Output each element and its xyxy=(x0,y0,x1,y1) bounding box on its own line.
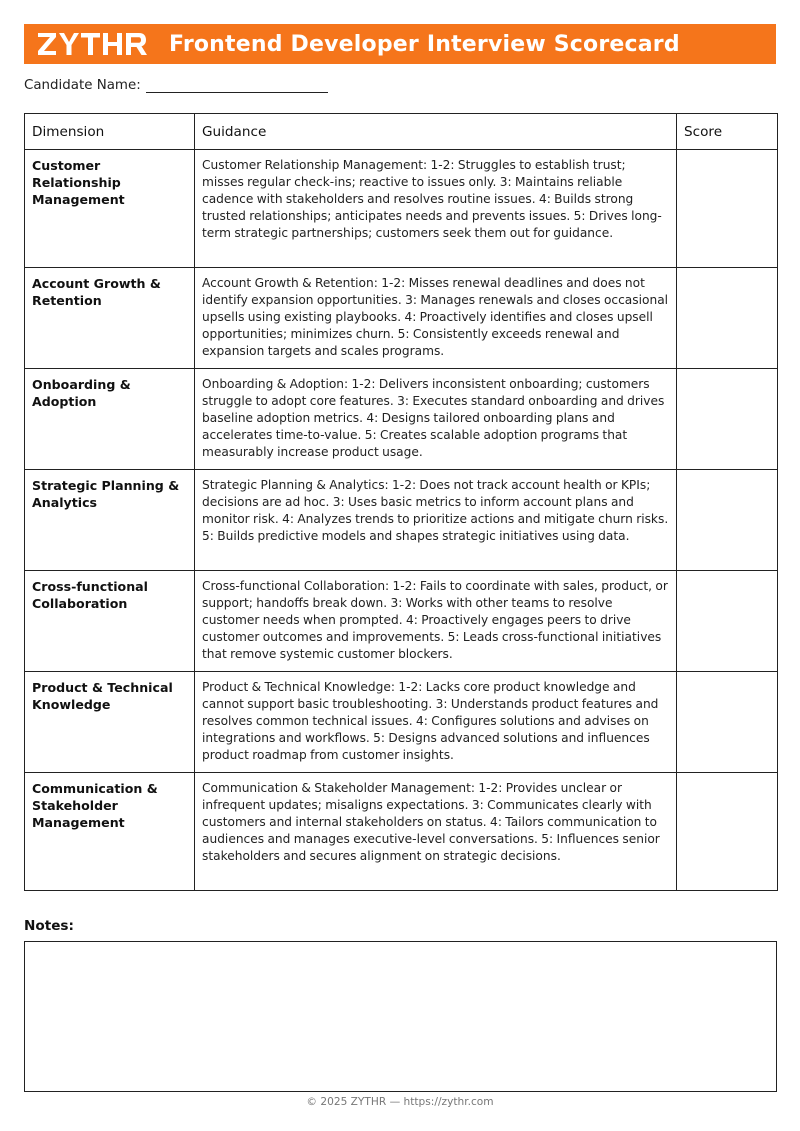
guidance-cell: Product & Technical Knowledge: 1-2: Lacks core product knowledge and cannot support basic troubleshooting. 3: Understands product features and resolves common technical issues. 4: Configures solutions and advises on integrations and workflows. 5: Designs advanced solutions and influences product roadmap from customer insights. xyxy=(195,672,677,773)
dimension-cell: Product & Technical Knowledge xyxy=(25,672,195,773)
score-cell[interactable] xyxy=(677,150,778,268)
table-row xyxy=(25,150,778,268)
header-bar xyxy=(24,24,776,64)
candidate-name-field[interactable] xyxy=(146,77,328,93)
dimension-cell: Cross-functional Collaboration xyxy=(25,571,195,672)
notes-field[interactable] xyxy=(24,941,777,1092)
guidance-cell: Communication & Stakeholder Management: 1-2: Provides unclear or infrequent updates; misaligns expectations. 3: Communicates clearly with customers and internal stakeholders on status. 4: Tailors communication to audiences and manages executive-level conversations. 5: Influences senior stakeholders and secures alignment on strategic decisions. xyxy=(195,773,677,891)
score-cell[interactable] xyxy=(677,369,778,470)
candidate-name-label: Candidate Name: xyxy=(24,78,141,93)
table-header-row xyxy=(25,114,778,150)
dimension-cell: Customer Relationship Management xyxy=(25,150,195,268)
score-cell[interactable] xyxy=(677,773,778,891)
guidance-cell: Onboarding & Adoption: 1-2: Delivers inconsistent onboarding; customers struggle to adopt core features. 3: Executes standard onboarding and drives baseline adoption metrics. 4: Designs tailored onboarding plans and accelerates time-to-value. 5: Creates scalable adoption programs that measurably increase product usage. xyxy=(195,369,677,470)
score-cell[interactable] xyxy=(677,672,778,773)
candidate-name-row xyxy=(24,77,328,93)
notes-label: Notes: xyxy=(24,918,74,934)
guidance-cell: Cross-functional Collaboration: 1-2: Fails to coordinate with sales, product, or support; handoffs break down. 3: Works with other teams to resolve customer needs when prompted. 4: Proactively engages peers to drive customer outcomes and improvements. 5: Leads cross-functional initiatives that remove systemic customer blockers. xyxy=(195,571,677,672)
dimension-cell: Strategic Planning & Analytics xyxy=(25,470,195,571)
score-cell[interactable] xyxy=(677,268,778,369)
page-title: Frontend Developer Interview Scorecard xyxy=(169,31,680,57)
dimension-cell: Communication & Stakeholder Management xyxy=(25,773,195,891)
table-row xyxy=(25,571,778,672)
guidance-cell: Strategic Planning & Analytics: 1-2: Does not track account health or KPIs; decisions are ad hoc. 3: Uses basic metrics to inform account plans and monitor risk. 4: Analyzes trends to prioritize actions and mitigate churn risks. 5: Builds predictive models and shapes strategic initiatives using data. xyxy=(195,470,677,571)
column-header-dimension: Dimension xyxy=(25,114,195,150)
guidance-cell: Account Growth & Retention: 1-2: Misses renewal deadlines and does not identify expansion opportunities. 3: Manages renewals and closes occasional upsells using existing playbooks. 4: Proactively identifies and closes upsell opportunities; minimizes churn. 5: Consistently exceeds renewal and expansion targets and scales programs. xyxy=(195,268,677,369)
table-row xyxy=(25,672,778,773)
footer-text: © 2025 ZYTHR — https://zythr.com xyxy=(306,1096,494,1108)
score-cell[interactable] xyxy=(677,470,778,571)
dimension-cell: Account Growth & Retention xyxy=(25,268,195,369)
table-row xyxy=(25,268,778,369)
column-header-score: Score xyxy=(677,114,778,150)
table-row xyxy=(25,773,778,891)
scorecard-table xyxy=(24,113,778,891)
dimension-cell: Onboarding & Adoption xyxy=(25,369,195,470)
column-header-guidance: Guidance xyxy=(195,114,677,150)
zythr-logo xyxy=(37,31,148,57)
table-row xyxy=(25,470,778,571)
table-row xyxy=(25,369,778,470)
guidance-cell: Customer Relationship Management: 1-2: Struggles to establish trust; misses regular check-ins; reactive to issues only. 3: Maintains reliable cadence with stakeholders and resolves routine issues. 4: Builds strong trusted relationships; anticipates needs and prevents issues. 5: Drives long-term strategic partnerships; customers seek them out for guidance. xyxy=(195,150,677,268)
score-cell[interactable] xyxy=(677,571,778,672)
